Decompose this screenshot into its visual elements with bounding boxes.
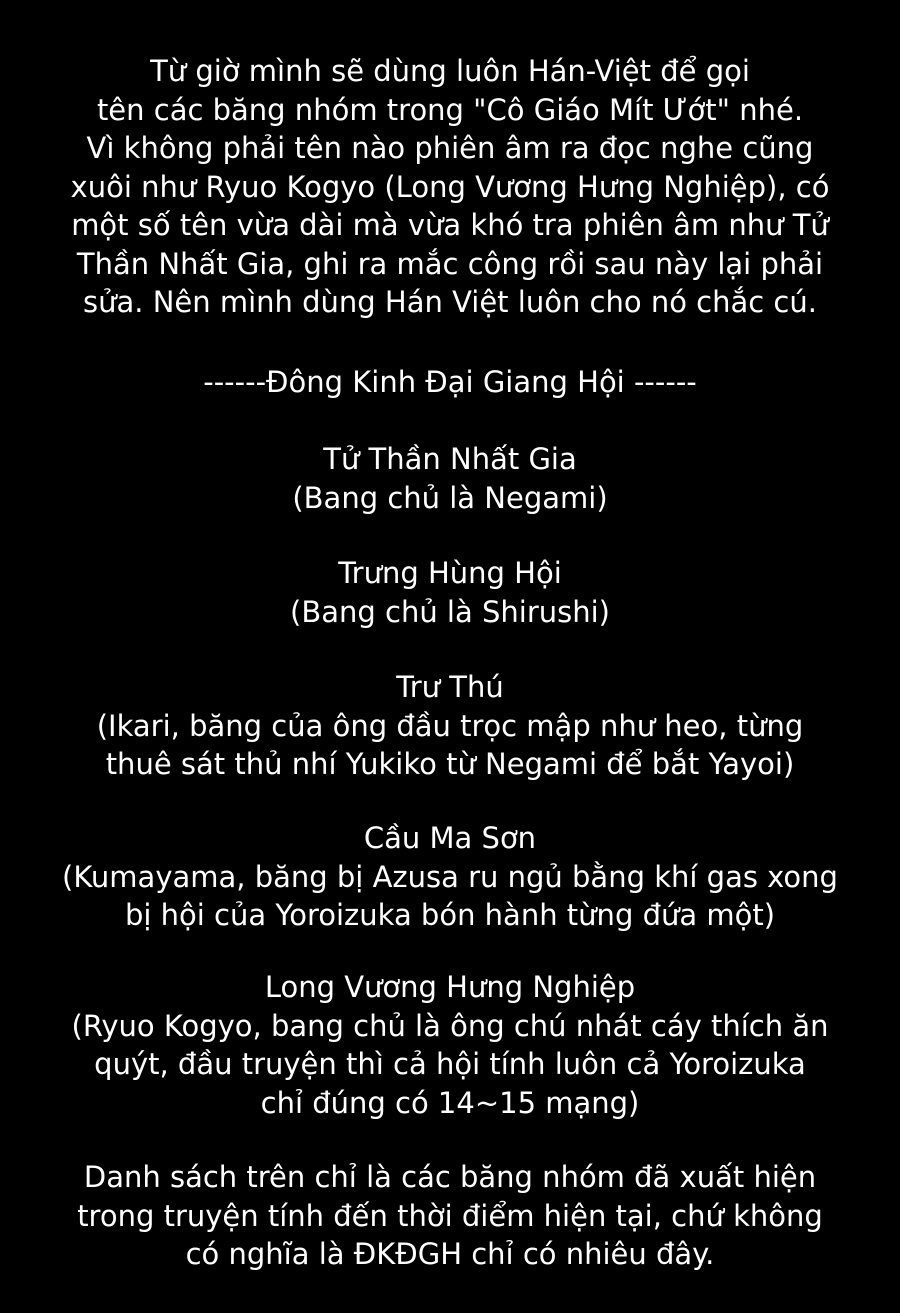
intro-line: Từ giờ mình sẽ dùng luôn Hán-Việt để gọi	[150, 54, 750, 88]
gang-name: Trưng Hùng Hội	[338, 556, 562, 590]
gang-note-line: bị hội của Yoroizuka bón hành từng đứa một)	[124, 898, 776, 932]
gang-name: Tử Thần Nhất Gia	[323, 442, 577, 476]
intro-line: sửa. Nên mình dùng Hán Việt luôn cho nó chắc cú.	[83, 285, 817, 319]
gang-note-line: (Bang chủ là Negami)	[292, 480, 608, 515]
section-heading	[20, 363, 880, 402]
gang-name: Trư Thú	[396, 670, 504, 704]
gang-note-line: (Bang chủ là Shirushi)	[290, 594, 610, 629]
closing-line: Danh sách trên chỉ là các băng nhóm đã xuất hiện	[83, 1160, 817, 1194]
gang-note-line: (Ikari, băng của ông đầu trọc mập như heo, từng	[96, 708, 804, 743]
gang-entry	[20, 968, 880, 1122]
gang-note-line: chỉ đúng có 14~15 mạng)	[260, 1085, 640, 1120]
gang-note-line: quýt, đầu truyện thì cả hội tính luôn cả Yoroizuka	[94, 1047, 806, 1081]
gang-name: Long Vương Hưng Nghiệp	[264, 970, 636, 1004]
intro-line: một số tên vừa dài mà vừa khó tra phiên âm như Tử	[71, 208, 829, 242]
closing-paragraph	[20, 1158, 880, 1274]
gang-entry	[20, 819, 880, 935]
intro-line: Thần Nhất Gia, ghi ra mắc công rồi sau này lại phải	[76, 246, 824, 281]
gang-note-line: (Ryuo Kogyo, bang chủ là ông chú nhát cáy thích ăn	[71, 1008, 829, 1043]
closing-line: có nghĩa là ĐKĐGH chỉ có nhiêu đây.	[185, 1237, 715, 1271]
gang-name: Cầu Ma Sơn	[363, 821, 537, 855]
gang-entry	[20, 440, 880, 517]
intro-line: xuôi như Ryuo Kogyo (Long Vương Hưng Nghiệp), có	[70, 169, 830, 204]
gang-note-line: thuê sát thủ nhí Yukiko từ Negami để bắt Yayoi)	[105, 747, 795, 781]
intro-line: Vì không phải tên nào phiên âm ra đọc nghe cũng	[86, 131, 814, 165]
gang-entry	[20, 668, 880, 784]
gang-entry	[20, 554, 880, 631]
intro-line: tên các băng nhóm trong "Cô Giáo Mít Ướt" nhé.	[96, 92, 804, 127]
intro-paragraph	[20, 52, 880, 322]
section-heading-text: ------Đông Kinh Đại Giang Hội ------	[203, 365, 697, 399]
closing-line: trong truyện tính đến thời điểm hiện tại, chứ không	[77, 1198, 823, 1233]
gang-note-line: (Kumayama, băng bị Azusa ru ngủ bằng khí gas xong	[62, 859, 838, 894]
